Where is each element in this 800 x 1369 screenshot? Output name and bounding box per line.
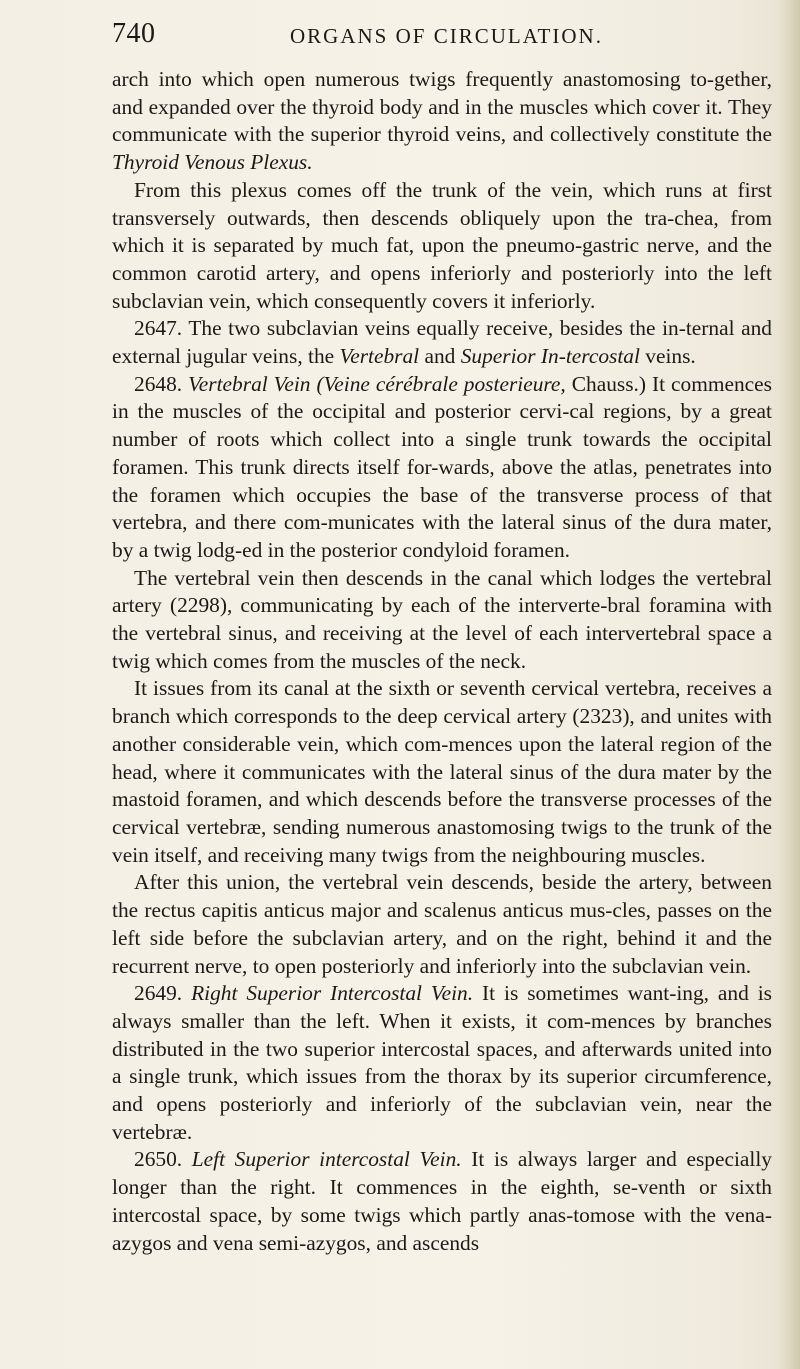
text-run: From this plexus comes off the trunk of the vein, which runs at first transversely outwards, then descends obliquely upon the tra-chea, from which it is separated by much fat, upon the pneumo-gastric nerve, and the common carotid artery, and opens inferiorly and posteriorly into the left subclavian vein, which consequently covers it inferiorly. <box>112 177 772 313</box>
text-run: It issues from its canal at the sixth or seventh cervical vertebra, receives a branch which corresponds to the deep cervical artery (2323), and unites with another considerable vein, which com-mences upon the lateral region of the head, where it communicates with the lateral sinus of the dura mater by the mastoid foramen, and which descends before the transverse processes of the cervical vertebræ, sending numerous anastomosing twigs to the trunk of the vein itself, and receiving many twigs from the neighbouring muscles. <box>112 676 772 867</box>
text-run: 2649. <box>134 981 192 1006</box>
text-run: arch into which open numerous twigs frequently anastomosing to-gether, and expanded over the thyroid body and in the muscles which cover it. They communicate with the superior thyroid veins, and collectively constitute the <box>112 67 772 147</box>
text-run: After this union, the vertebral vein descends, beside the artery, between the rectus capitis anticus major and scalenus anticus mus-cles, passes on the left side before the subclavian artery, and on the right, behind it and the recurrent nerve, to open posteriorly and inferiorly into the subclavian vein. <box>112 870 772 978</box>
italic-run: Right Superior Intercostal Vein. <box>191 981 474 1006</box>
italic-run: Thyroid Venous Plexus. <box>112 150 313 175</box>
italic-run: Vertebral Vein (Veine cérébrale posterieure, <box>188 371 566 396</box>
text-run: The vertebral vein then descends in the canal which lodges the vertebral artery (2298), communicating by each of the interverte-bral foramina with the vertebral sinus, and receiving at the level of each intervertebral space a twig which comes from the muscles of the neck. <box>112 565 772 673</box>
text-run: It is always larger and especially longer than the right. It commences in the eighth, se-venth or sixth intercostal space, by some twigs which partly anas-tomose with the vena-azygos and vena semi-azygos, and ascends <box>112 1147 772 1255</box>
paragraph <box>112 177 772 316</box>
paragraph <box>112 675 772 869</box>
paragraph <box>112 315 772 370</box>
text-run: 2647. The two subclavian veins equally receive, besides the in-ternal and external jugular veins, the <box>112 316 772 369</box>
italic-run: Superior In-tercostal <box>460 344 640 369</box>
body-text <box>112 66 772 1257</box>
paragraph <box>112 371 772 565</box>
paragraph <box>112 1146 772 1257</box>
text-run: 2648. <box>134 371 189 396</box>
italic-run: Left Superior intercostal Vein. <box>191 1147 462 1172</box>
text-run: Chauss.) It commences in the muscles of the occipital and posterior cervi-cal regions, by a great number of roots which collect into a single trunk towards the occipital foramen. This trunk directs itself for-wards, above the atlas, penetrates into the foramen which occupies the base of the transverse process of that vertebra, and there com-municates with the lateral sinus of the dura mater, by a twig lodg-ed in the posterior condyloid foramen. <box>112 371 772 562</box>
italic-run: Vertebral <box>339 344 420 369</box>
paragraph <box>112 980 772 1146</box>
text-run: veins. <box>639 344 696 369</box>
text-run: and <box>419 344 461 369</box>
page-edge-shadow <box>778 0 800 1369</box>
text-run: 2650. <box>134 1147 192 1172</box>
paragraph <box>112 869 772 980</box>
paragraph <box>112 66 772 177</box>
page-header <box>112 18 752 58</box>
page-number: 740 <box>112 18 156 49</box>
text-run: It is sometimes want-ing, and is always smaller than the left. When it exists, it com-mences by branches distributed in the two superior intercostal spaces, and afterwards united into a single trunk, which issues from the thorax by its superior circumference, and opens posteriorly and inferiorly of the subclavian vein, near the vertebræ. <box>112 981 773 1144</box>
running-head: ORGANS OF CIRCULATION. <box>290 24 603 48</box>
paragraph <box>112 565 772 676</box>
